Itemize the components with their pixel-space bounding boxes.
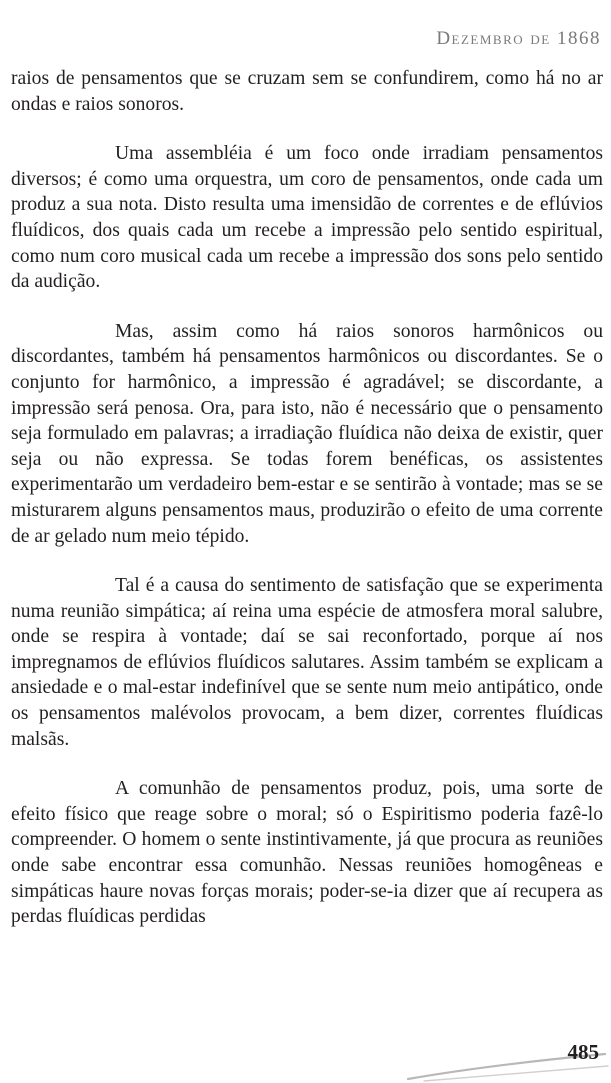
paragraph: A comunhão de pensamentos produz, pois, uma sorte de efeito físico que reage sobre o moral; só o Espiritismo poderia fazê-lo compreender. O homem o sente instintivamente, já que procura as reuniões onde sabe encontrar essa comunhão. Nessas reuniões homogêneas e simpáticas haure novas forças morais; poder-se-ia dizer que aí recupera as perdas fluídicas perdidas [11, 778, 603, 928]
paragraph-continuation: raios de pensamentos que se cruzam sem se confundirem, como há no ar ondas e raios sonoros. [11, 68, 603, 115]
page-number: 485 [567, 1040, 599, 1064]
body-text [11, 66, 603, 930]
running-header: Dezembro de 1868 [436, 28, 601, 49]
paragraph: Tal é a causa do sentimento de satisfação que se experimenta numa reunião simpática; aí reina uma espécie de atmosfera moral salubre, onde se respira à vontade; daí se sai reconfortado, porque aí nos impregnamos de eflúvios fluídicos salutares. Assim também se explicam a ansiedade e o mal-estar indefinível que se sente num meio antipático, onde os pensamentos malévolos provocam, a bem dizer, correntes fluídicas malsãs. [11, 575, 603, 750]
paragraph: Mas, assim como há raios sonoros harmônicos ou discordantes, também há pensamentos harmônicos ou discordantes. Se o conjunto for harmônico, a impressão é agradável; se discordante, a impressão será penosa. Ora, para isto, não é necessário que o pensamento seja formulado em palavras; a irradiação fluídica não deixa de existir, quer seja ou não expressa. Se todas forem benéficas, os assistentes experimentarão um verdadeiro bem-estar e se sentirão à vontade; mas se se misturarem alguns pensamentos maus, produzirão o efeito de uma corrente de ar gelado num meio tépido. [11, 320, 603, 547]
paragraph: Uma assembléia é um foco onde irradiam pensamentos diversos; é como uma orquestra, um coro de pensamentos, onde cada um produz a sua nota. Disto resulta uma imensidão de correntes e de eflúvios fluídicos, dos quais cada um recebe a impressão pelo sentido espiritual, como num coro musical cada um recebe a impressão dos sons pelo sentido da audição. [11, 143, 603, 293]
